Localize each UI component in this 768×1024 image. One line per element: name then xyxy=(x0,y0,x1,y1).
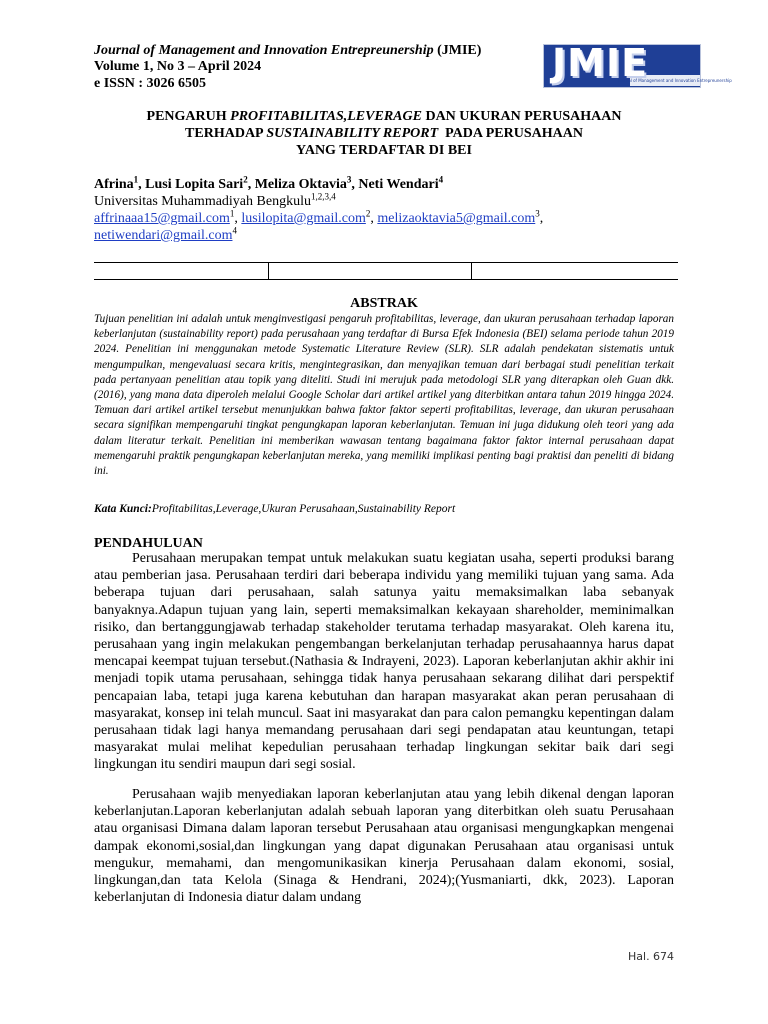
email-list: affrinaaa15@gmail.com$^1$, lusilopita@gmail.com$^2$, melizaoktavia5@gmail.com$^3$, xyxy=(94,208,544,226)
title-line-2: TERHADAP SUSTAINABILITY REPORT PADA PERUSAHAAN xyxy=(185,126,583,141)
affiliation: Universitas Muhammadiyah Bengkulu$^{1,2,3,4}$ xyxy=(94,191,336,209)
page-number: Hal. 674 xyxy=(628,950,675,963)
section-heading: PENDAHULUAN xyxy=(94,536,203,551)
table-divider xyxy=(268,263,269,279)
journal-name xyxy=(94,42,481,59)
title-line-3: YANG TERDAFTAR DI BEI xyxy=(296,143,472,158)
info-table xyxy=(94,262,678,280)
jmie-logo xyxy=(543,41,732,88)
keywords xyxy=(94,503,455,515)
logo-text: JMIE xyxy=(552,41,649,85)
email-link-4[interactable]: netiwendari@gmail.com xyxy=(94,228,233,243)
journal-title-italic: Journal of Management and Innovation Entrepreunership xyxy=(94,43,434,58)
email-link-3[interactable]: melizaoktavia5@gmail.com xyxy=(377,211,536,226)
abstract-heading: ABSTRAK xyxy=(350,296,418,311)
journal-volume: Volume 1, No 3 – April 2024 xyxy=(94,59,262,74)
title-line-1: PENGARUH PROFITABILITAS,LEVERAGE DAN UKURAN PERUSAHAAN xyxy=(146,109,622,124)
email-link-1[interactable]: affrinaaa15@gmail.com xyxy=(94,211,230,226)
email-link-2[interactable]: lusilopita@gmail.com xyxy=(241,211,366,226)
keywords-label: Kata Kunci: xyxy=(94,503,152,515)
abstract-text: Tujuan penelitian ini adalah untuk menginvestigasi pengaruh profitabilitas, leverage, dan ukuran perusahaan terhadap laporan keberlanjutan (sustainability report) pada perusahaan yang terdaftar di Bursa Efek Indonesia (BEI) selama periode tahun 2019 2024. Penelitian ini menggunakan metode Systematic Literature Review (SLR). SLR adalah pendekatan sistematis untuk mengumpulkan, mengevaluasi secara kritis, mengintegrasikan, dan menyajikan temuan dari berbagai studi penelitian terkait pada pertanyaan penelitian atau topik yang diteliti. Studi ini merujuk pada metodologi SLR yang diterapkan oleh Guan dkk. (2016), yang mana data diperoleh melalui Google Scholar dari artikel artikel yang diterbitkan antara tahun 2019 hingga 2024. Temuan dari artikel artikel tersebut menunjukkan bahwa faktor faktor seperti profitabilitas, leverage, dan ukuran perusahaan secara signifikan mempengaruhi tingkat pengungkapan laporan keberlanjutan. Temuan ini juga didukung oleh teori yang ada dalam literatur terkait. Penelitian ini memberikan wawasan tentang bagaimana faktor faktor internal perusahaan dapat memengaruhi praktik pengungkapan keberlanjutan mereka, yang memiliki implikasi penting bagi praktisi dan peneliti di bidang ini. xyxy=(94,313,674,478)
logo-tagline: Journal of Management and Innovation Entrepreunership xyxy=(618,78,732,83)
paper-title xyxy=(94,108,674,159)
journal-abbr: (JMIE) xyxy=(433,43,482,58)
keywords-text: Profitabilitas,Leverage,Ukuran Perusahaan,Sustainability Report xyxy=(151,503,456,515)
email-list-2: netiwendari@gmail.com$^4$ xyxy=(94,225,237,243)
table-divider xyxy=(471,263,472,279)
body-paragraph-1: Perusahaan merupakan tempat untuk melakukan suatu kegiatan usaha, seperti produksi barang atau pemberian jasa. Perusahaan terdiri dari beberapa individu yang memiliki tujuan yang sama. Ada beberapa tujuan dari perusahaan, salah satunya yaitu memaksimalkan laba sebanyak banyaknya.Adapun tujuan yang lain, seperti memaksimalkan kekayaan shareholder, meminimalkan risiko, dan bertanggungjawab terhadap stakeholder terutama terhadap masyarakat. Oleh karena itu, perusahaan yang ingin melakukan pengembangan berkelanjutan terhadap perusahaannya harus dapat mencapai keempat tujuan tersebut.(Nathasia & Indrayeni, 2023). Laporan keberlanjutan akhir akhir ini menjadi topik utama perusahaan, sehingga tidak hanya perusahaan sekarang dilihat dari perspektif pencapaian laba, tetapi juga karena kebutuhan dan harapan masyarakat akan peran perusahaan di masyarakat, konsep ini telah muncul. Saat ini masyarakat dan para calon pemangku kepentingan dalam perusahaan tidak lagi hanya memandang perusahaan dari segi pendapatan atau keuntungan, tetapi masyarakat mulai melihat kepedulian perusahaan terhadap lingkungan sekitar baik dari segi lingkungan itu sendiri maupun dari segi sosial. xyxy=(94,551,674,773)
body-paragraph-2: Perusahaan wajib menyediakan laporan keberlanjutan atau yang lebih dikenal dengan laporan keberlanjutan.Laporan keberlanjutan adalah sebuah laporan yang diterbitkan oleh suatu Perusahaan atau organisasi Dimana dalam laporan tersebut Perusahaan atau organisasi mengungkapkan mengenai dampak ekonomi,sosial,dan lingkungan yang dapat digunakan Perusahaan atau organisasi untuk mengukur, memahami, dan mengomunikasikan kinerja Perusahaan dalam ekonomi, sosial, lingkungan,dan tata Kelola (Sinaga & Hendrani, 2024);(Yusmaniarti, dkk, 2023). Laporan keberlanjutan di Indonesia diatur dalam undang xyxy=(94,787,674,906)
author-list: Afrina$^1$, Lusi Lopita Sari$^2$, Meliza Oktavia$^3$, Neti Wendari$^4$ xyxy=(94,174,444,192)
journal-issn: e ISSN : 3026 6505 xyxy=(94,76,207,91)
